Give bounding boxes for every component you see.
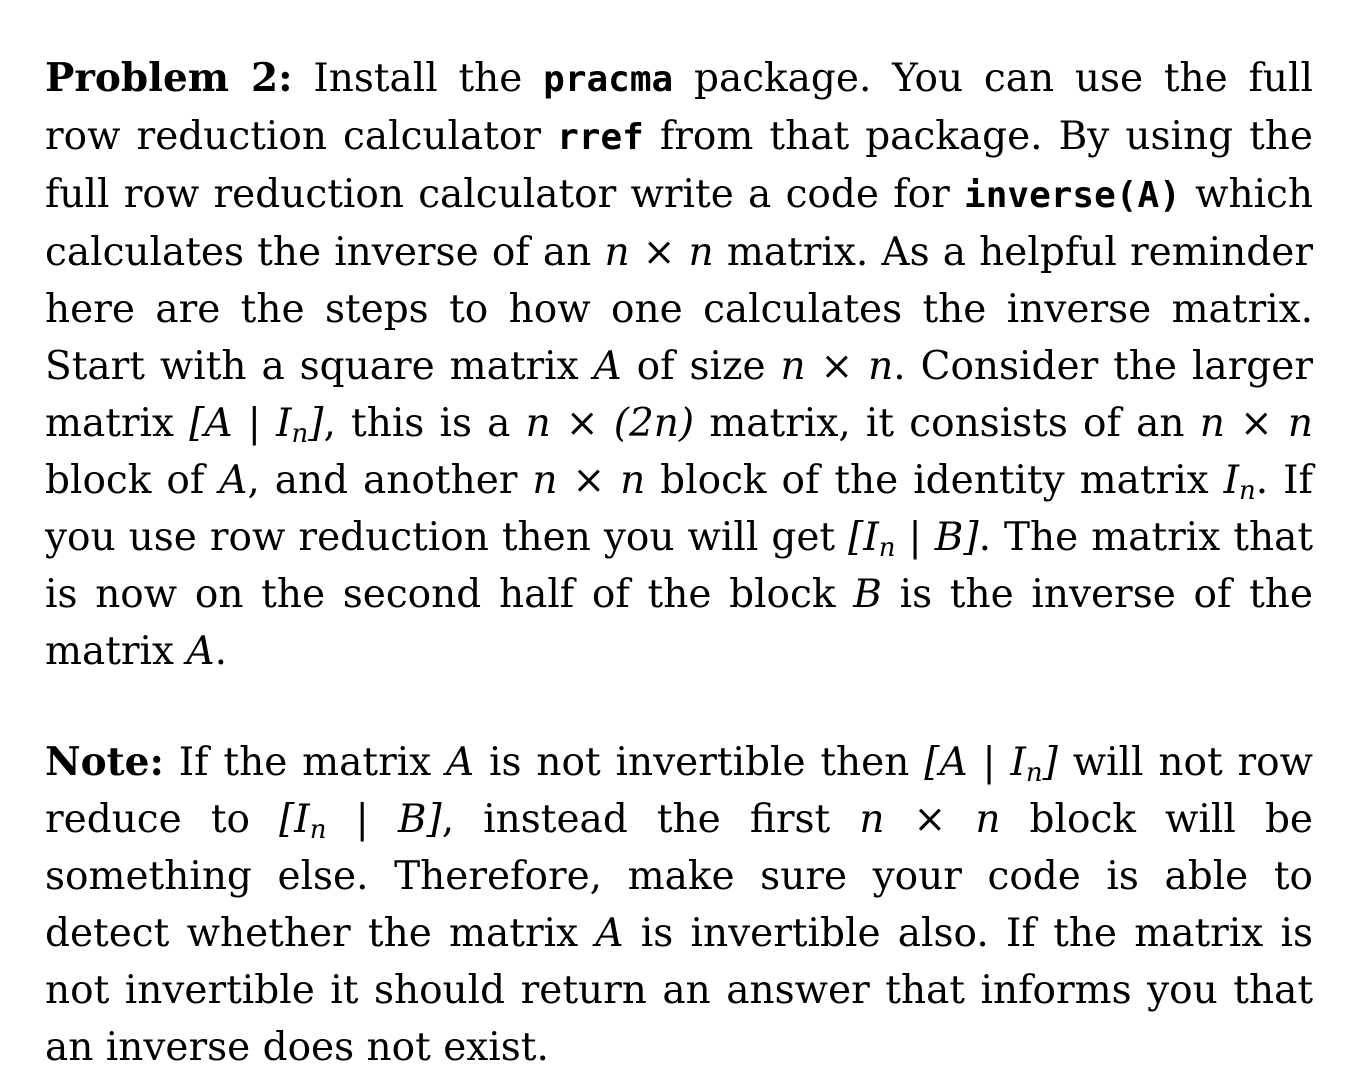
math-expression: [1223, 458, 1256, 506]
math-expression: n × n: [1199, 401, 1313, 446]
note-text: will not row reduce to: [45, 740, 1313, 842]
math-expression: n × n: [859, 797, 1001, 842]
problem-text: from that package. By using the full row reduction calculator write a code for: [45, 114, 1313, 217]
math-subscript: n: [291, 419, 309, 449]
math-expression: A: [446, 740, 475, 785]
document-page: [45, 50, 1313, 1076]
math-expression: A: [219, 458, 248, 503]
math-expression: n × n: [532, 458, 646, 503]
problem-text: , this is a: [323, 401, 526, 446]
problem-text: of size: [621, 344, 781, 389]
math-part: ]: [308, 401, 324, 446]
problem-text: block of: [45, 458, 220, 503]
math-part: [A | I: [189, 401, 292, 446]
problem-text: Install the: [292, 56, 544, 101]
math-expression: B: [853, 572, 882, 617]
note-text: is invertible also. If the matrix is not invertible it should return an answer that informs you that an inverse does not exist.: [45, 911, 1313, 1070]
note-text: , instead the first: [441, 797, 860, 842]
math-expression: n × n: [780, 344, 894, 389]
math-part: [I: [848, 515, 879, 560]
problem-text: .: [214, 629, 227, 674]
note-text: block will be something else. Therefore, make sure your code is able to detect whether the matrix: [45, 797, 1313, 956]
math-subscript: n: [309, 815, 327, 845]
problem-text: . Consider the larger matrix: [45, 344, 1313, 446]
note-text: is not invertible then: [474, 740, 925, 785]
math-part: | B]: [895, 515, 979, 560]
math-part: [A | I: [924, 740, 1026, 785]
math-subscript: n: [878, 533, 896, 563]
problem-text: package. You can use the full row reduction calculator: [45, 56, 1313, 159]
function-name: rref: [557, 117, 644, 158]
note-label: Note:: [45, 739, 164, 785]
inverse-function-name: inverse(A): [964, 175, 1181, 216]
math-expression: [848, 515, 979, 563]
math-part: I: [1223, 458, 1240, 503]
problem-text: . If you use row reduction then you will get: [45, 458, 1313, 560]
math-expression: A: [593, 344, 622, 389]
package-name: pracma: [543, 59, 674, 100]
math-expression: n × n: [604, 230, 714, 275]
math-expression: n × (2n): [525, 401, 695, 446]
problem-text: block of the identity matrix: [645, 458, 1224, 503]
problem-text: . The matrix that is now on the second half of the block: [45, 515, 1314, 617]
math-expression: [924, 740, 1058, 788]
problem-text: is the inverse of the matrix: [45, 572, 1313, 674]
note-text: If the matrix: [163, 740, 447, 785]
problem-text: which calculates the inverse of an: [45, 172, 1314, 275]
math-subscript: n: [1239, 476, 1256, 506]
math-part: | B]: [326, 797, 442, 842]
note-paragraph: [45, 734, 1313, 1076]
math-expression: A: [595, 911, 624, 956]
problem-text: matrix, it consists of an: [694, 401, 1200, 446]
problem-text: matrix. As a helpful reminder here are the steps to how one calculates the inverse matrix. Start with a square matrix: [45, 230, 1313, 389]
math-expression: A: [186, 629, 215, 674]
math-expression: [279, 797, 442, 845]
problem-paragraph: [45, 50, 1313, 680]
math-subscript: n: [1025, 758, 1043, 788]
problem-label: Problem 2:: [45, 55, 293, 101]
math-expression: [189, 401, 324, 449]
math-part: [I: [279, 797, 310, 842]
problem-text: , and another: [247, 458, 533, 503]
math-part: ]: [1042, 740, 1058, 785]
